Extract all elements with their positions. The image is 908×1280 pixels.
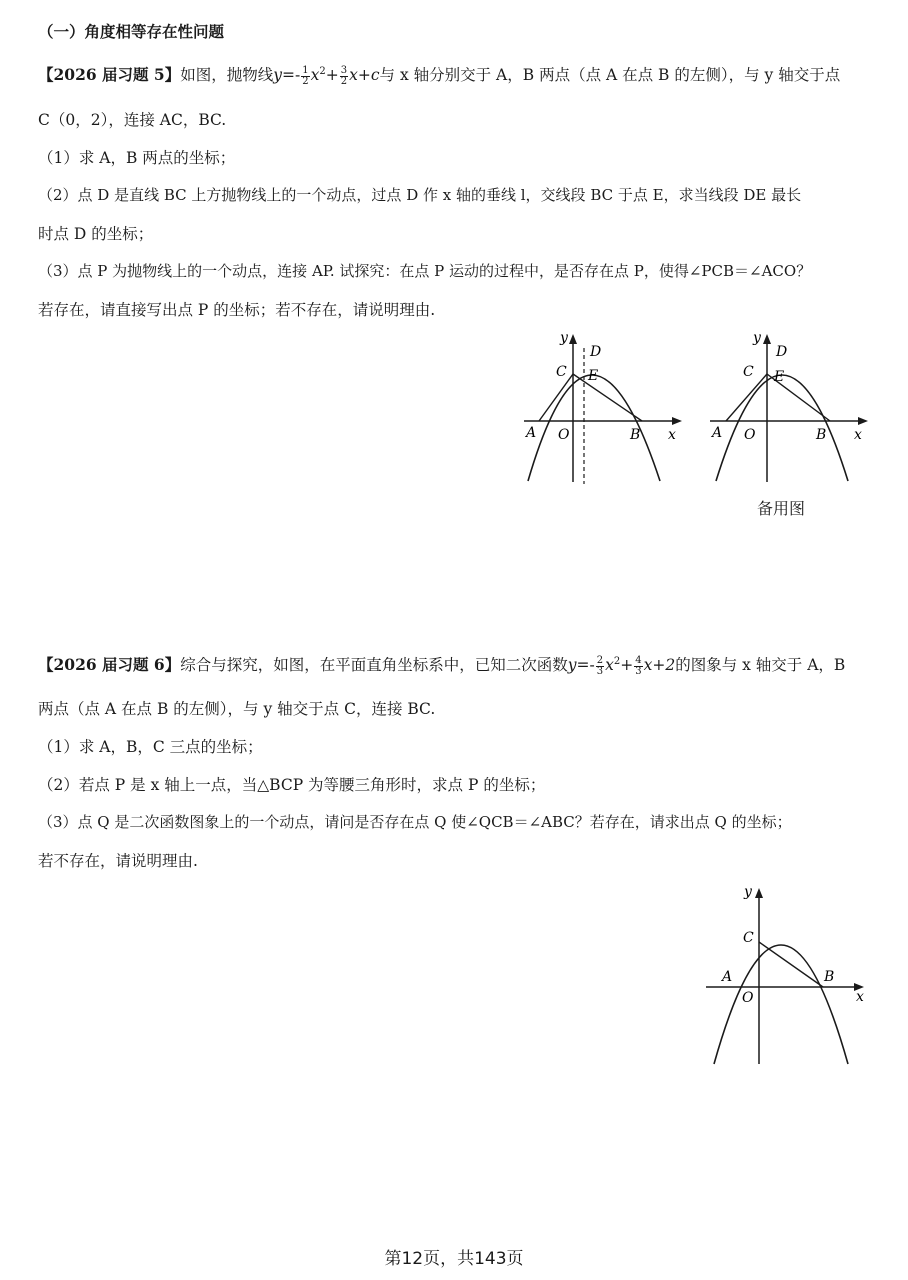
- page-footer: 第12页，共143页: [384, 1249, 524, 1269]
- y-axis-arrow: [763, 334, 771, 344]
- fraction-1: $\frac{1}{2}$: [302, 64, 309, 87]
- problem-5-q1: （1）求 A，B 两点的坐标；: [38, 149, 236, 167]
- problem-5-intro: [38, 63, 840, 87]
- eq-plus: +: [620, 656, 634, 674]
- label-b: B: [630, 427, 641, 443]
- label-e: E: [774, 369, 785, 385]
- problem-5-figure: [520, 326, 690, 486]
- problem-6-intro-b: 的图象与 x 轴交于 A，B: [675, 656, 846, 674]
- label-d: D: [590, 344, 602, 360]
- label-d: D: [776, 344, 788, 360]
- eq-tail: x+c: [349, 66, 380, 84]
- eq-y: y: [273, 66, 282, 84]
- spare-figure-caption: 备用图: [757, 499, 806, 518]
- parabola: [714, 945, 848, 1064]
- label-c: C: [743, 364, 754, 380]
- label-b: B: [816, 427, 827, 443]
- problem-6-q3-a: （3）点 Q 是二次函数图象上的一个动点，请问是否存在点 Q 使∠QCB＝∠ABC？若存在，请求出点 Q 的坐标；: [38, 813, 792, 831]
- eq-tail: x+2: [643, 656, 676, 674]
- problem-5-q3-b: 若存在，请直接写出点 P 的坐标；若不存在，请说明理由.: [38, 301, 436, 319]
- problem-5-spare-figure: [706, 326, 876, 486]
- problem-6-tag: 【2026 届习题 6】: [38, 655, 181, 674]
- eq-x: x: [605, 656, 614, 674]
- problem-5-tag: 【2026 届习题 5】: [38, 65, 181, 84]
- eq-plus: +: [325, 66, 339, 84]
- segment-ac: [726, 374, 767, 421]
- problem-5-intro-a: 如图，抛物线: [180, 66, 274, 84]
- fraction-2: $\frac{3}{2}$: [340, 64, 348, 87]
- label-x: x: [854, 427, 862, 443]
- label-o: O: [558, 427, 570, 443]
- label-c: C: [743, 930, 754, 946]
- problem-6-line2: 两点（点 A 在点 B 的左侧），与 y 轴交于点 C，连接 BC.: [38, 700, 436, 718]
- eq-x: x: [310, 66, 320, 84]
- label-o: O: [742, 990, 754, 1006]
- label-x: x: [668, 427, 676, 443]
- problem-5-intro-b: 与 x 轴分别交于 A，B 两点（点 A 在点 B 的左侧），与 y 轴交于点: [379, 66, 841, 84]
- problem-6-intro-a: 综合与探究，如图，在平面直角坐标系中，已知二次函数: [180, 656, 568, 674]
- label-a: A: [526, 425, 537, 441]
- y-axis-arrow: [755, 888, 763, 898]
- label-a: A: [712, 425, 723, 441]
- segment-ac: [539, 374, 573, 421]
- problem-5-q2-b: 时点 D 的坐标；: [38, 225, 154, 243]
- x-axis-arrow: [672, 417, 682, 425]
- eq-eq: =-: [576, 656, 595, 674]
- label-c: C: [556, 364, 567, 380]
- eq-eq: =-: [282, 66, 301, 84]
- label-x: x: [856, 989, 864, 1005]
- label-a: A: [722, 969, 733, 985]
- x-axis-arrow: [858, 417, 868, 425]
- segment-bc: [759, 942, 823, 987]
- label-y: y: [753, 330, 761, 346]
- label-o: O: [744, 427, 756, 443]
- problem-5-q2-a: （2）点 D 是直线 BC 上方抛物线上的一个动点，过点 D 作 x 轴的垂线 l，交线段 BC 于点 E，求当线段 DE 最长: [38, 186, 802, 204]
- eq-sup: 2: [319, 65, 326, 77]
- eq-sup: 2: [613, 655, 621, 667]
- problem-6-q3-b: 若不存在，请说明理由.: [38, 852, 198, 870]
- problem-6-figure: [702, 878, 872, 1070]
- y-axis-arrow: [569, 334, 577, 344]
- problem-6-intro: [38, 653, 845, 677]
- problem-6-q1: （1）求 A，B，C 三点的坐标；: [38, 738, 263, 756]
- section-title: （一）角度相等存在性问题: [38, 22, 225, 41]
- problem-6-q2: （2）若点 P 是 x 轴上一点，当△BCP 为等腰三角形时，求点 P 的坐标；: [38, 776, 546, 794]
- parabola: [716, 375, 848, 481]
- problem-5-line2: C（0，2），连接 AC，BC.: [38, 111, 227, 129]
- label-y: y: [560, 330, 568, 346]
- label-y: y: [744, 884, 752, 900]
- eq-y: y: [567, 656, 577, 674]
- label-e: E: [588, 368, 599, 384]
- label-b: B: [824, 969, 835, 985]
- problem-5-q3-a: （3）点 P 为抛物线上的一个动点，连接 AP. 试探究：在点 P 运动的过程中，是否存在点 P，使得∠PCB＝∠ACO？: [38, 262, 812, 280]
- fraction-1: $\frac{2}{3}$: [596, 654, 604, 677]
- fraction-2: $\frac{4}{3}$: [635, 654, 642, 677]
